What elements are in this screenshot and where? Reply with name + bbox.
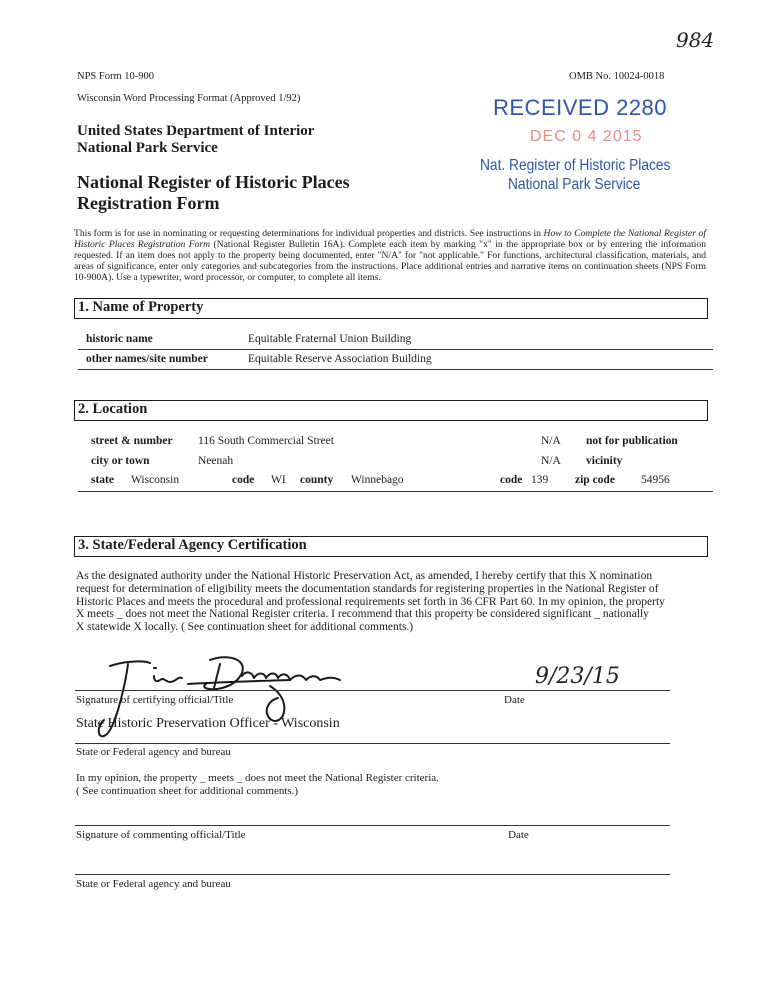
state-label: state xyxy=(91,474,114,486)
state-code-label: code xyxy=(232,474,255,486)
county-value: Winnebago xyxy=(351,474,404,486)
certifying-officer-title: State Historic Preservation Officer - Wisconsin xyxy=(76,716,340,731)
section1-header: 1. Name of Property xyxy=(74,298,708,319)
state-value: Wisconsin xyxy=(131,474,180,486)
city-label: city or town xyxy=(91,455,150,467)
agency-line2: National Park Service xyxy=(77,140,218,156)
form-title-line1: National Register of Historic Places xyxy=(77,172,350,192)
commenting-signature-label: Signature of commenting official/Title xyxy=(76,829,246,841)
other-names-value: Equitable Reserve Association Building xyxy=(248,353,432,365)
opinion-line1: In my opinion, the property _ meets _ does not meet the National Register criteria. xyxy=(76,772,439,784)
other-names-label: other names/site number xyxy=(86,353,208,365)
opinion-line2: ( See continuation sheet for additional comments.) xyxy=(76,785,299,797)
not-for-publication-label: not for publication xyxy=(586,435,678,447)
historic-name-label: historic name xyxy=(86,333,153,345)
historic-name-value: Equitable Fraternal Union Building xyxy=(248,333,412,345)
street-na: N/A xyxy=(541,435,561,447)
stamp-register-line: Nat. Register of Historic Places xyxy=(480,157,671,174)
street-label: street & number xyxy=(91,435,173,447)
zip-label: zip code xyxy=(575,474,615,486)
zip-value: 54956 xyxy=(641,474,670,486)
city-value: Neenah xyxy=(198,455,234,467)
date-label: Date xyxy=(504,694,525,706)
agency-line1: United States Department of Interior xyxy=(77,123,315,139)
section2-header: 2. Location xyxy=(74,400,708,421)
intro-paragraph: This form is for use in nominating or requesting determinations for individual properties and districts. See instructions in How to Complete the National Register of Historic Places Registration Form (National Register Bulletin 16A). Complete each item by marking "x" in the appropriate box or by entering the information requested. If an item does not apply to the property being documented, enter "N/A" for "not applicable." For functions, architectural classification, materials, and areas of significance, enter only categories and subcategories from the instructions. Place additional entries and narrative items on continuation sheets (NPS Form 10-900A). Use a typewriter, word processor, or computer, to complete all items. xyxy=(74,228,707,283)
commenting-date-label: Date xyxy=(508,829,529,841)
omb-number: OMB No. 10024-0018 xyxy=(569,71,665,82)
county-label: county xyxy=(300,474,334,486)
form-title-line2: Registration Form xyxy=(77,193,220,213)
city-na: N/A xyxy=(541,455,561,467)
received-date-stamp: DEC 0 4 2015 xyxy=(530,128,643,145)
certification-text: As the designated authority under the National Historic Preservation Act, as amended, I hereby certify that this X nomination request for determination of eligibility meets the documentation standards for registering properties in the National Register of Historic Places and meets the procedural and professional requirements set forth in 36 CFR Part 60. In my opinion, the property X meets _ does not meet the National Register criteria. I recommend that this property be considered significant _ nationally X statewide X locally. ( See continuation sheet for additional comments.) xyxy=(76,570,665,634)
signature-date: 9/23/15 xyxy=(535,664,620,689)
county-code-label: code xyxy=(500,474,523,486)
received-stamp: RECEIVED 2280 xyxy=(493,95,668,120)
stamp-service-line: National Park Service xyxy=(508,176,641,193)
county-code-value: 139 xyxy=(531,474,549,486)
format-note: Wisconsin Word Processing Format (Approved 1/92) xyxy=(77,93,301,104)
state-code-value: WI xyxy=(271,474,286,486)
commenting-bureau-label: State or Federal agency and bureau xyxy=(76,878,231,890)
street-value: 116 South Commercial Street xyxy=(198,435,334,447)
vicinity-label: vicinity xyxy=(586,455,623,467)
agency-bureau-label: State or Federal agency and bureau xyxy=(76,746,231,758)
form-id: NPS Form 10-900 xyxy=(77,71,155,82)
handwritten-page-number: 984 xyxy=(676,28,715,52)
section3-header: 3. State/Federal Agency Certification xyxy=(74,536,708,557)
signature-label: Signature of certifying official/Title xyxy=(76,694,234,706)
